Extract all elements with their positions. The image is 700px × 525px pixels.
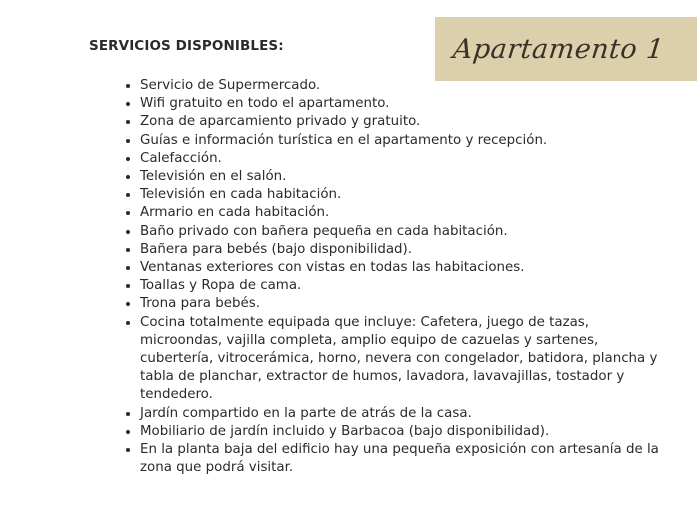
list-item: • Guías e información turística en el apartamento y recepción. <box>140 132 660 150</box>
list-item: • Zona de aparcamiento privado y gratuito. <box>140 113 660 131</box>
apartment-tag-label: Apartamento 1 <box>451 33 667 65</box>
list-item: • Toallas y Ropa de cama. <box>140 277 660 295</box>
list-item: • Cocina totalmente equipada que incluye: Cafetera, juego de tazas, microondas, vajilla completa, amplio equipo de cazuelas y sartenes, cubertería, vitrocerámica, horno, nevera con congelador, batidora, plancha y tabla de planchar, extractor de humos, lavadora, lavavajillas, tostador y tendedero. <box>140 314 660 405</box>
list-item: • Ventanas exteriores con vistas en todas las habitaciones. <box>140 259 660 277</box>
services-list <box>118 77 660 477</box>
list-item: • Armario en cada habitación. <box>140 204 660 222</box>
list-item: • Wifi gratuito en todo el apartamento. <box>140 95 660 113</box>
list-item: • Mobiliario de jardín incluido y Barbacoa (bajo disponibilidad). <box>140 423 660 441</box>
list-item: • Televisión en cada habitación. <box>140 186 660 204</box>
list-item: • Servicio de Supermercado. <box>140 77 660 95</box>
list-item: • Baño privado con bañera pequeña en cada habitación. <box>140 223 660 241</box>
list-item: • En la planta baja del edificio hay una pequeña exposición con artesanía de la zona que podrá visitar. <box>140 441 660 477</box>
services-heading: SERVICIOS DISPONIBLES: <box>89 38 284 54</box>
list-item: • Bañera para bebés (bajo disponibilidad). <box>140 241 660 259</box>
apartment-tag <box>435 17 697 81</box>
list-item: • Jardín compartido en la parte de atrás de la casa. <box>140 405 660 423</box>
list-item: • Televisión en el salón. <box>140 168 660 186</box>
list-item: • Calefacción. <box>140 150 660 168</box>
list-item: • Trona para bebés. <box>140 295 660 313</box>
